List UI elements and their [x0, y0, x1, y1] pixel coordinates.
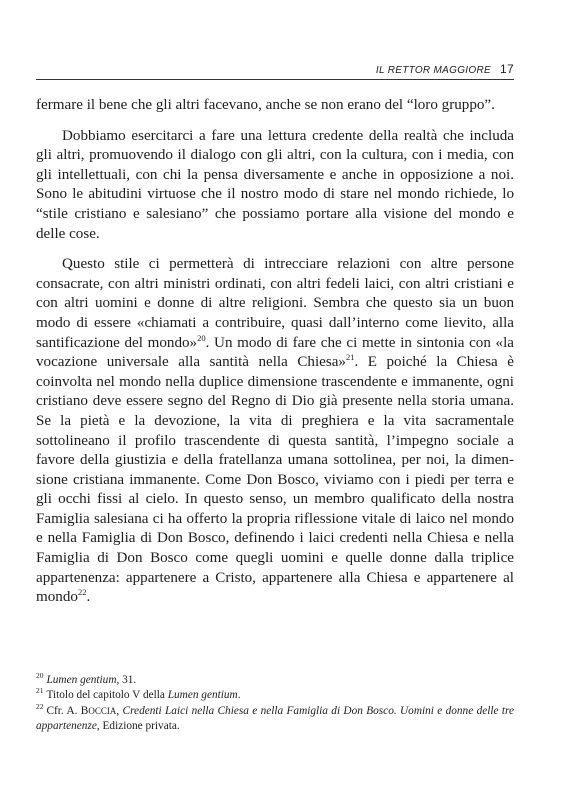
footnote-number: 21	[36, 686, 44, 696]
footnote-text: , 31.	[116, 674, 137, 686]
page-number: 17	[500, 62, 514, 76]
footnote-author-smallcaps: OCCIA	[88, 705, 117, 716]
paragraph-3-part-d: .	[86, 589, 91, 606]
paragraph-3	[36, 255, 514, 608]
footnote-text: .	[237, 689, 241, 702]
paragraph-3-part-c: . E poiché la Chiesa è coinvolta nel mondo nella duplice dimensione trascendente e immanente, ogni cristiano deve essere segno del Regno di Dio già presente nella storia umana. Se la pietà e la devozione, la vita di preghiera e la vita sacramentale sottolineano il profilo trascendente di questa santità, l’impegno sociale a favore della giustizia e della fratellanza umana sottolinea, per noi, la dimensione cristiana immanente. Come Don Bosco, viviamo con i piedi per terra e gli occhi fissi al cielo. In questo senso, un membro qualificato della nostra Famiglia salesiana ci ha offerto la propria riflessione vitale di laico nel mondo e nella Famiglia di Don Bosco, definendo i laici credenti nella Chiesa e nella Famiglia di Don Bosco come quegli uomini e quelle donne dalla triplice appartenenza: appartenere a Cristo, appartenere alla Chiesa e appartenere al mondo	[36, 354, 514, 606]
footnote-ref-20[interactable]: 20	[197, 332, 206, 343]
running-head	[36, 62, 514, 76]
footnote-22	[36, 701, 514, 735]
footnote-text: , Edizione privata.	[96, 720, 180, 733]
paragraph-3-part-b: . Un modo di fare che ci mette in sintonia con «la vocazione universale alla santità nella Chiesa»	[36, 334, 514, 371]
footnote-title: Lumen gentium	[167, 689, 238, 702]
footnote-text: Titolo del capitolo V della	[46, 689, 168, 702]
running-head-section: IL RETTOR MAGGIORE	[375, 65, 491, 76]
paragraph-2: Dobbiamo esercitarci a fare una lettura credente della realtà che includa gli altri, promuovendo il dialogo con gli altri, con la cultura, con i media, con gli intellettuali, con chi la pensa diversamente e anche in opposizione a noi. Sono le abitudini virtuose che il nostro modo di stare nel mondo richiede, lo “stile cristiano e salesiano” che possiamo portare alla visione del mondo e delle cose.	[36, 127, 514, 242]
footnote-20	[36, 673, 514, 688]
footnote-title: Lumen gentium	[46, 674, 117, 686]
header-rule	[36, 79, 514, 80]
footnotes	[36, 673, 514, 735]
footnote-ref-22[interactable]: 22	[77, 587, 87, 598]
paragraph-1: fermare il bene che gli altri facevano, anche se non erano del “loro gruppo”.	[36, 97, 495, 113]
footnote-number: 20	[36, 671, 44, 680]
footnote-text: ,	[116, 704, 123, 717]
footnote-title: Credenti Laici nella Chiesa e nella Famiglia di Don Bosco. Uomini e donne delle tre appartenenze	[36, 704, 514, 733]
footnote-21	[36, 688, 514, 703]
footnote-text: Cfr. A. B	[46, 704, 89, 717]
footnote-ref-21[interactable]: 21	[345, 352, 355, 363]
footnote-number: 22	[36, 701, 44, 711]
body-text	[36, 96, 514, 608]
paragraph-3-part-a: Questo stile ci permetterà di intrecciare relazioni con altre persone consacrate, con altri ministri ordinati, con altri fedeli laici, con altri cristiani e con altri uomini e donne di altre religioni. Sembra che questo sia un buon modo di essere «chiamati a contribuire, quasi dall’interno come lievito, alla santificazione del mondo»	[36, 256, 514, 351]
